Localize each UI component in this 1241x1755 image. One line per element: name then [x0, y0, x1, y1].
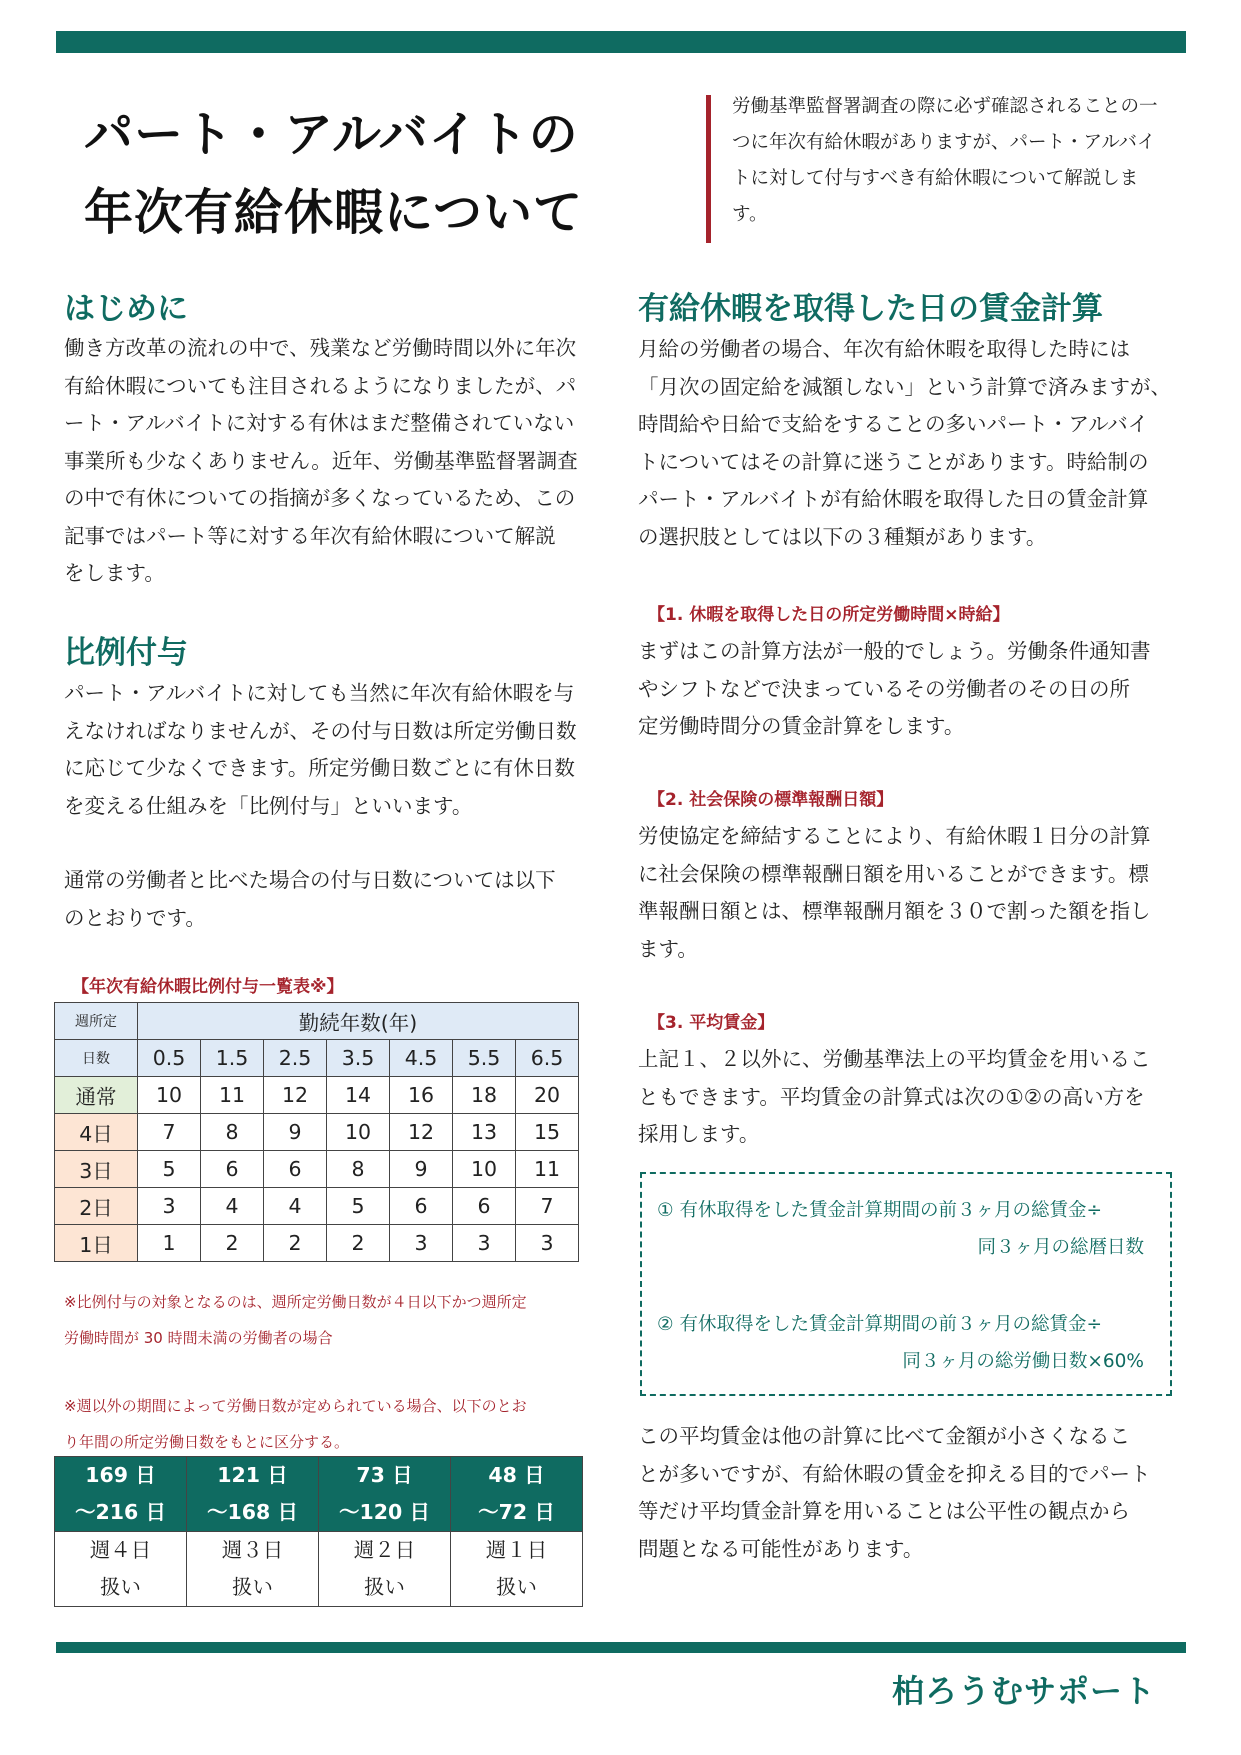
footnote-line: ※比例付与の対象となるのは、週所定労働日数が４日以下かつ週所定	[64, 1293, 527, 1311]
table-cell: 3	[138, 1188, 201, 1225]
paragraph-line: とが多いですが、有給休暇の賃金を抑える目的でパート	[638, 1461, 1151, 1486]
annual-header-cell: 169 日 ～216 日	[55, 1457, 187, 1532]
table-cell: 7	[516, 1188, 579, 1225]
table-cell: 13	[453, 1114, 516, 1151]
paragraph-line: 労使協定を締結することにより、有給休暇１日分の計算	[638, 824, 1151, 848]
paragraph-line: 問題となる可能性があります。	[638, 1536, 924, 1561]
method-3-body	[638, 1041, 1178, 1154]
table-cell: 12	[390, 1114, 453, 1151]
paragraph-line: この平均賃金は他の計算に比べて金額が小さくなるこ	[638, 1424, 1130, 1448]
paragraph-line: トについてはその計算に迷うことがあります。時給制の	[638, 449, 1149, 474]
paragraph-line: の中で有休についての指摘が多くなっているため、この	[64, 486, 576, 510]
year-header: 1.5	[201, 1040, 264, 1077]
formula-1-line-1: ① 有休取得をした賃金計算期間の前３ヶ月の総賃金÷	[657, 1200, 1102, 1221]
table-cell: 8	[327, 1151, 390, 1188]
proportional-grant-table	[54, 1002, 579, 1262]
section-heading-wage: 有給休暇を取得した日の賃金計算	[638, 291, 1103, 327]
paragraph-line: 等だけ平均賃金計算を用いることは公平性の観点から	[638, 1499, 1130, 1523]
table-cell: 3	[390, 1225, 453, 1262]
table-corner-bottom: 日数	[55, 1040, 138, 1077]
annual-header-cell: 73 日 ～120 日	[319, 1457, 451, 1532]
paragraph-line: に社会保険の標準報酬日額を用いることができます。標	[638, 861, 1149, 886]
formula-1-line-2: 同３ヶ月の総暦日数	[977, 1237, 1144, 1258]
paragraph-line: 事業所も少なくありません。近年、労働基準監督署調査	[64, 448, 578, 473]
paragraph-line: のとおりです。	[64, 905, 206, 930]
table-cell: 4	[201, 1188, 264, 1225]
paragraph-line: ート・アルバイトに対する有休はまだ整備されていない	[64, 411, 575, 435]
table-cell: 11	[516, 1151, 579, 1188]
intro-text: 労働基準監督署調査の際に必ず確認されることの一つに年次有給休暇がありますが、パート・アルバイトに対して付与すべき有給休暇について解説します。	[732, 96, 1158, 225]
footnote-line: 労働時間が 30 時間未満の労働者の場合	[64, 1329, 333, 1347]
page-title	[84, 96, 583, 252]
annual-value-row	[55, 1532, 583, 1607]
method-2-body	[638, 818, 1178, 968]
table-cell: 10	[453, 1151, 516, 1188]
table-cell: 12	[264, 1077, 327, 1114]
table-cell: 18	[453, 1077, 516, 1114]
annual-days-table	[54, 1456, 583, 1607]
table-row	[55, 1188, 579, 1225]
table-cell: 6	[453, 1188, 516, 1225]
paragraph-line: 月給の労働者の場合、年次有給休暇を取得した時には	[638, 337, 1130, 361]
year-header: 3.5	[327, 1040, 390, 1077]
paragraph-line: 採用します。	[638, 1122, 760, 1146]
row-label: 3日	[55, 1151, 138, 1188]
table-cell: 2	[264, 1225, 327, 1262]
paragraph-line: 働き方改革の流れの中で、残業など労働時間以外に年次	[64, 336, 577, 360]
section-proportional-grant	[64, 631, 604, 937]
bottom-accent-bar	[56, 1642, 1186, 1653]
intro-divider	[706, 95, 711, 243]
method-1-heading: 【1. 休暇を取得した日の所定労働時間×時給】	[648, 605, 1010, 625]
table-cell: 6	[201, 1151, 264, 1188]
table-cell: 6	[264, 1151, 327, 1188]
annual-value-cell: 週４日 扱い	[55, 1532, 187, 1607]
table-cell: 20	[516, 1077, 579, 1114]
table-span-header: 勤続年数(年)	[138, 1003, 579, 1040]
year-header: 2.5	[264, 1040, 327, 1077]
paragraph-line: 準報酬日額とは、標準報酬月額を３０で割った額を指し	[638, 899, 1151, 923]
table-cell: 5	[327, 1188, 390, 1225]
table-cell: 3	[453, 1225, 516, 1262]
table-cell: 10	[138, 1077, 201, 1114]
paragraph-line: 時間給や日給で支給をすることの多いパート・アルバイ	[638, 412, 1149, 436]
annual-value-cell: 週２日 扱い	[319, 1532, 451, 1607]
method-2	[648, 782, 1188, 818]
table-cell: 5	[138, 1151, 201, 1188]
paragraph-line: まずはこの計算方法が一般的でしょう。労働条件通知書	[638, 639, 1151, 663]
paragraph-line: の選択肢としては以下の３種類があります。	[638, 524, 1047, 549]
row-label: 1日	[55, 1225, 138, 1262]
annual-header-row	[55, 1457, 583, 1532]
top-accent-bar	[56, 31, 1186, 53]
paragraph-line: パート・アルバイトが有給休暇を取得した日の賃金計算	[638, 487, 1149, 511]
section-heading-introduction: はじめに	[64, 291, 188, 327]
paragraph-line: 有給休暇についても注目されるようになりましたが、パ	[64, 373, 577, 398]
paragraph-line: えなければなりませんが、その付与日数は所定労働日数	[64, 718, 577, 743]
table-row	[55, 1114, 579, 1151]
paragraph-line: 定労働時間分の賃金計算をします。	[638, 714, 965, 738]
year-header: 5.5	[453, 1040, 516, 1077]
formula-2-line-2: 同３ヶ月の総労働日数×60%	[902, 1351, 1144, 1372]
table-header-row	[55, 1040, 579, 1077]
year-header: 0.5	[138, 1040, 201, 1077]
annual-value-cell: 週３日 扱い	[187, 1532, 319, 1607]
table-cell: 4	[264, 1188, 327, 1225]
table-cell: 6	[390, 1188, 453, 1225]
row-label: 4日	[55, 1114, 138, 1151]
table-caption: 【年次有給休暇比例付与一覧表※】	[72, 977, 344, 997]
table-cell: 10	[327, 1114, 390, 1151]
paragraph-line: に応じて少なくできます。所定労働日数ごとに有休日数	[64, 756, 575, 780]
method-3	[648, 1005, 1188, 1041]
table-cell: 15	[516, 1114, 579, 1151]
section-heading-proportional: 比例付与	[64, 635, 188, 671]
title-line-1: パート・アルバイトの	[84, 106, 579, 163]
section-introduction	[64, 287, 604, 593]
annual-header-cell: 121 日 ～168 日	[187, 1457, 319, 1532]
footer-brand: 柏ろうむサポート	[891, 1672, 1156, 1710]
paragraph-line: やシフトなどで決まっているその労働者のその日の所	[638, 676, 1130, 701]
row-label: 通常	[55, 1077, 138, 1114]
table-footnote	[64, 1284, 609, 1356]
paragraph-line: 通常の労働者と比べた場合の付与日数については以下	[64, 868, 556, 892]
table-cell: 11	[201, 1077, 264, 1114]
table-cell: 7	[138, 1114, 201, 1151]
method-1	[648, 597, 1188, 633]
table-cell: 2	[201, 1225, 264, 1262]
table-cell: 9	[264, 1114, 327, 1151]
row-label: 2日	[55, 1188, 138, 1225]
method-2-heading: 【2. 社会保険の標準報酬日額】	[648, 790, 894, 810]
table-cell: 14	[327, 1077, 390, 1114]
title-line-2: 年次有給休暇について	[84, 184, 584, 241]
annual-footnote	[64, 1388, 609, 1460]
table-row	[55, 1077, 579, 1114]
footnote-line: ※週以外の期間によって労働日数が定められている場合、以下のとお	[64, 1397, 527, 1415]
table-row	[55, 1225, 579, 1262]
table-cell: 8	[201, 1114, 264, 1151]
paragraph-line: 上記１、２以外に、労働基準法上の平均賃金を用いるこ	[638, 1047, 1151, 1071]
method-1-body	[638, 633, 1178, 746]
table-cell: 1	[138, 1225, 201, 1262]
paragraph-line: 「月次の固定給を減額しない」という計算で済みますが、	[638, 374, 1171, 399]
table-row	[55, 1151, 579, 1188]
paragraph-line: 記事ではパート等に対する年次有給休暇について解説	[64, 523, 556, 548]
table-corner-top: 週所定	[55, 1003, 138, 1040]
paragraph-line: ともできます。平均賃金の計算式は次の①②の高い方を	[638, 1084, 1145, 1109]
section-wage-calculation	[638, 287, 1178, 556]
year-header: 6.5	[516, 1040, 579, 1077]
paragraph-line: をします。	[64, 561, 165, 585]
paragraph-line: パート・アルバイトに対しても当然に年次有給休暇を与	[64, 681, 575, 705]
annual-header-cell: 48 日 ～72 日	[451, 1457, 583, 1532]
table-cell: 3	[516, 1225, 579, 1262]
formula-2-line-1: ② 有休取得をした賃金計算期間の前３ヶ月の総賃金÷	[657, 1314, 1102, 1335]
paragraph-line: ます。	[638, 936, 698, 961]
method-3-heading: 【3. 平均賃金】	[648, 1013, 775, 1033]
table-cell: 16	[390, 1077, 453, 1114]
annual-value-cell: 週１日 扱い	[451, 1532, 583, 1607]
footnote-line: り年間の所定労働日数をもとに区分する。	[64, 1433, 350, 1451]
paragraph-line: を変える仕組みを「比例付与」といいます。	[64, 793, 473, 818]
year-header: 4.5	[390, 1040, 453, 1077]
table-cell: 9	[390, 1151, 453, 1188]
closing-paragraph	[638, 1418, 1178, 1568]
table-cell: 2	[327, 1225, 390, 1262]
